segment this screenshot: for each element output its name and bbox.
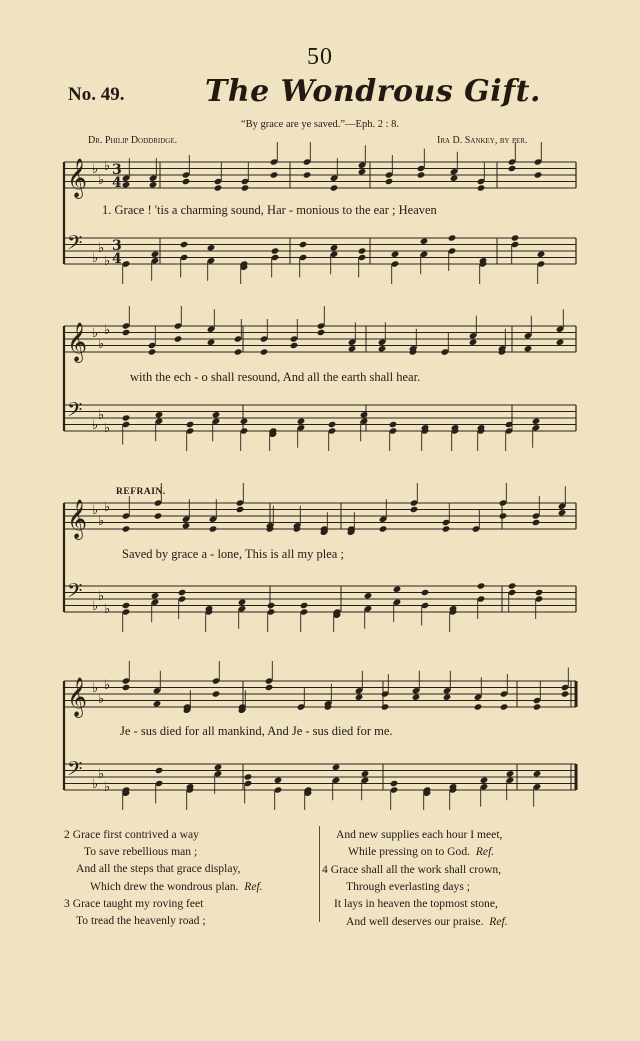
note-head <box>469 339 478 346</box>
note-head <box>186 421 195 428</box>
verse-line: And all the steps that grace display, <box>76 862 241 876</box>
note-head <box>207 339 216 346</box>
lyric-line-3: Saved by grace a - lone, This is all my plea ; <box>122 547 344 561</box>
note-head <box>508 165 517 172</box>
verse-3-continued <box>336 826 502 860</box>
note-head <box>379 525 388 532</box>
column-divider <box>319 826 320 922</box>
note-head <box>533 770 542 777</box>
verse-3 <box>64 895 206 929</box>
note-head <box>442 525 451 532</box>
note-head <box>532 519 541 526</box>
note-head <box>274 777 283 784</box>
lyric-line-1: 1. Grace ! 'tis a charming sound, Har - monious to the ear ; Heaven <box>102 203 437 217</box>
flat-sign: ♭ <box>92 681 99 696</box>
note-head <box>378 345 387 352</box>
time-signature-bottom: 4 <box>112 175 122 191</box>
flat-sign: ♭ <box>92 326 99 341</box>
verse-line: Grace shall all the work shall crown, <box>330 863 502 876</box>
note-head <box>182 178 191 185</box>
note-head <box>410 506 419 513</box>
note-head <box>417 171 426 178</box>
bass-clef: 𝄢 <box>67 231 83 259</box>
note-head <box>155 767 164 774</box>
time-signature-bottom: 4 <box>112 251 122 267</box>
note-head <box>332 764 341 771</box>
note-head <box>155 411 164 418</box>
note-head <box>443 694 452 701</box>
note-head <box>267 602 276 609</box>
verse-line: Grace first contrived a way <box>72 828 199 841</box>
flat-sign: ♭ <box>104 254 111 269</box>
flat-sign: ♭ <box>92 599 99 614</box>
note-head <box>265 684 274 691</box>
treble-clef: 𝄞 <box>67 677 88 717</box>
note-head <box>385 178 394 185</box>
note-head <box>381 703 390 710</box>
note-head <box>358 168 367 175</box>
note-head <box>330 244 339 251</box>
verse-line: Which drew the wondrous plan. <box>90 879 239 893</box>
lyric-line-4: Je - sus died for all mankind, And Je - sus died for me. <box>120 724 393 738</box>
note-head <box>244 773 253 780</box>
flat-sign: ♭ <box>98 408 105 423</box>
note-head <box>524 345 533 352</box>
note-head <box>180 241 189 248</box>
flat-sign: ♭ <box>98 337 105 352</box>
flat-sign: ♭ <box>92 777 99 792</box>
hymn-title: The Wondrous Gift. <box>205 74 541 109</box>
flat-sign: ♭ <box>104 780 111 795</box>
note-head <box>421 589 430 596</box>
flat-sign: ♭ <box>104 159 111 174</box>
verse-line: To tread the heavenly road ; <box>76 914 206 928</box>
treble-clef: 𝄞 <box>67 322 88 362</box>
note-head <box>477 184 486 191</box>
note-head <box>420 238 429 245</box>
flat-sign: ♭ <box>104 500 111 515</box>
note-head <box>330 184 339 191</box>
note-head <box>448 234 457 241</box>
note-head <box>238 599 247 606</box>
bass-clef: 𝄢 <box>67 757 83 785</box>
flat-sign: ♭ <box>104 323 111 338</box>
bass-clef: 𝄢 <box>67 579 83 607</box>
note-head <box>508 582 517 589</box>
note-head <box>477 582 486 589</box>
note-head <box>178 589 187 596</box>
note-head <box>532 418 541 425</box>
note-head <box>499 512 508 519</box>
verse-line: Through everlasting days ; <box>346 880 470 894</box>
note-head <box>299 241 308 248</box>
note-head <box>234 348 243 355</box>
note-head <box>122 414 131 421</box>
note-head <box>240 418 249 425</box>
note-head <box>390 780 399 787</box>
note-head <box>303 171 312 178</box>
note-head <box>300 602 309 609</box>
note-head <box>533 703 542 710</box>
note-head <box>149 181 158 188</box>
note-head <box>174 335 183 342</box>
flat-sign: ♭ <box>104 678 111 693</box>
flat-sign: ♭ <box>104 602 111 617</box>
flat-sign: ♭ <box>92 162 99 177</box>
note-head <box>270 171 279 178</box>
note-head <box>393 586 402 593</box>
note-head <box>212 411 221 418</box>
epigraph: “By grace are ye saved.”—Eph. 2 : 8. <box>240 119 400 130</box>
verse-line: While pressing on to God. <box>348 845 471 859</box>
verse-line: And well deserves our praise. <box>346 914 484 928</box>
verse-line: And new supplies each hour I meet, <box>336 828 503 841</box>
note-head <box>122 181 131 188</box>
flat-sign: ♭ <box>98 692 105 707</box>
note-head <box>535 589 544 596</box>
note-head <box>153 700 162 707</box>
verse-line: To save rebellious man ; <box>84 845 198 859</box>
note-head <box>122 602 131 609</box>
flat-sign: ♭ <box>92 418 99 433</box>
note-head <box>317 329 326 336</box>
verse-line: It lays in heaven the topmost stone, <box>334 897 498 911</box>
note-head <box>151 251 160 258</box>
refrain-marker: Ref. <box>489 914 508 928</box>
note-head <box>348 345 357 352</box>
note-head <box>450 175 459 182</box>
hymn-number: No. 49. <box>68 84 125 105</box>
bass-clef: 𝄢 <box>67 398 83 426</box>
note-head <box>561 690 570 697</box>
note-head <box>214 184 223 191</box>
note-head <box>212 690 221 697</box>
note-head <box>537 251 546 258</box>
note-head <box>360 411 369 418</box>
note-head <box>361 770 370 777</box>
note-head <box>511 234 520 241</box>
verse-4 <box>322 861 508 930</box>
treble-clef: 𝄞 <box>67 499 88 539</box>
refrain-marker: Ref. <box>475 845 495 859</box>
note-head <box>358 247 367 254</box>
note-head <box>209 525 218 532</box>
note-head <box>182 522 191 529</box>
verse-number: 4 <box>322 863 328 876</box>
note-head <box>328 421 337 428</box>
note-head <box>558 509 567 516</box>
verse-line: Grace taught my roving feet <box>72 897 204 910</box>
note-head <box>391 251 400 258</box>
time-signature-top: 3 <box>112 162 122 178</box>
note-head <box>148 348 157 355</box>
flat-sign: ♭ <box>98 767 105 782</box>
note-head <box>271 247 280 254</box>
verse-number: 2 <box>64 828 70 841</box>
note-head <box>297 418 306 425</box>
note-head <box>154 512 163 519</box>
note-head <box>556 339 565 346</box>
note-head <box>506 770 515 777</box>
note-head <box>207 244 216 251</box>
flat-sign: ♭ <box>98 241 105 256</box>
note-head <box>241 184 250 191</box>
lyric-line-2: with the ech - o shall resound, And all the earth shall hear. <box>130 370 421 384</box>
composer-credit: Ira D. Sankey, by per. <box>437 135 528 146</box>
verse-number: 3 <box>64 897 70 910</box>
treble-clef: 𝄞 <box>67 158 88 198</box>
verse-2 <box>64 826 263 895</box>
flat-sign: ♭ <box>98 589 105 604</box>
note-head <box>480 777 489 784</box>
note-head <box>534 171 543 178</box>
flat-sign: ♭ <box>92 251 99 266</box>
note-head <box>122 525 131 532</box>
note-head <box>500 703 509 710</box>
note-head <box>290 342 299 349</box>
note-head <box>122 684 131 691</box>
note-head <box>389 421 398 428</box>
time-signature-top: 3 <box>112 238 122 254</box>
flat-sign: ♭ <box>98 514 105 529</box>
note-head <box>236 506 245 513</box>
note-head <box>364 592 373 599</box>
note-head <box>474 703 483 710</box>
refrain-marker: Ref. <box>244 879 263 893</box>
refrain-label: REFRAIN. <box>116 487 166 497</box>
note-head <box>122 329 131 336</box>
flat-sign: ♭ <box>104 421 111 436</box>
note-head <box>260 348 269 355</box>
page-number: 50 <box>307 44 333 70</box>
author-credit: Dr. Philip Doddridge. <box>88 135 178 146</box>
note-head <box>412 694 421 701</box>
note-head <box>214 764 223 771</box>
note-head <box>151 592 160 599</box>
note-head <box>355 694 364 701</box>
flat-sign: ♭ <box>92 503 99 518</box>
flat-sign: ♭ <box>98 173 105 188</box>
